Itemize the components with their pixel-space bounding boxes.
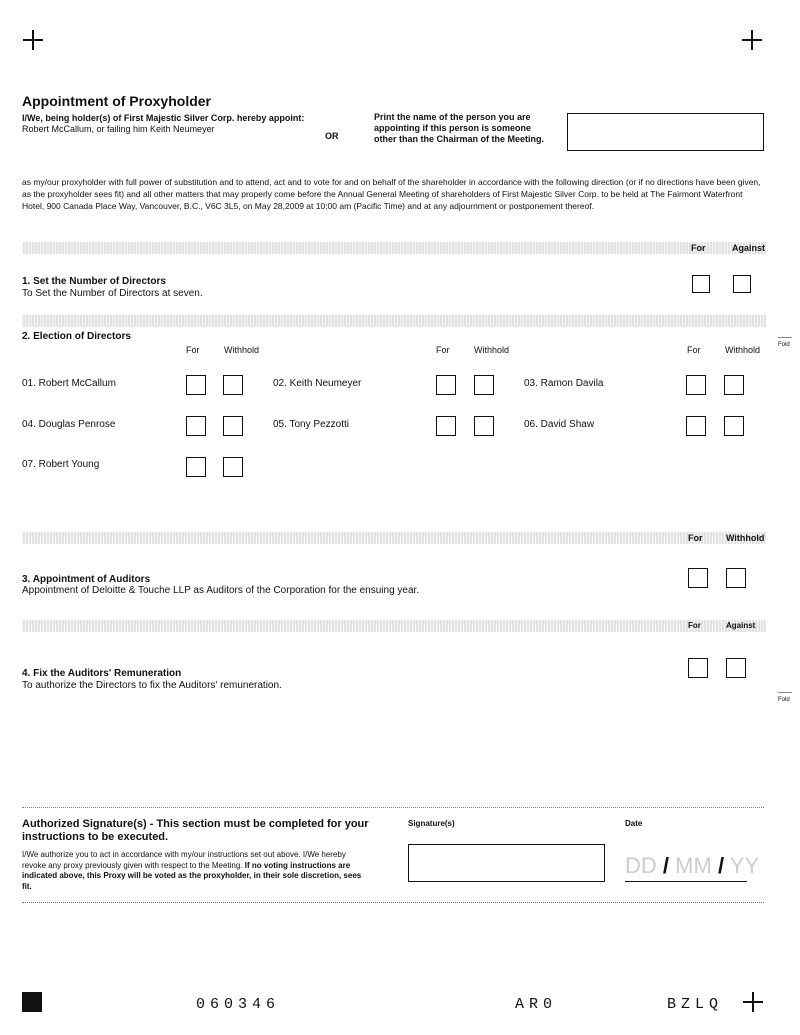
director-name: 04. Douglas Penrose	[22, 419, 116, 430]
col3-for-label: For	[687, 345, 701, 355]
print-name-line1: Print the name of the person you are	[374, 112, 531, 122]
col2-for-label: For	[436, 345, 450, 355]
fold-label-1: Fold	[778, 342, 790, 348]
item2-title: 2. Election of Directors	[22, 331, 131, 342]
col1-for-label: For	[186, 345, 200, 355]
print-name-line2: appointing if this person is someone	[374, 123, 532, 133]
signature-title: Authorized Signature(s) - This section must be completed for your instructions to be executed.	[22, 818, 369, 843]
date-yy: YY	[729, 853, 760, 878]
section-band-3	[22, 532, 766, 544]
director-03-for-checkbox[interactable]	[686, 375, 706, 395]
director-02-for-checkbox[interactable]	[436, 375, 456, 395]
footer-code-2: AR0	[515, 996, 558, 1013]
date-label: Date	[625, 819, 643, 828]
appointees-line: Robert McCallum, or failing him Keith Neumeyer	[22, 124, 215, 134]
page-title: Appointment of Proxyholder	[22, 93, 211, 109]
fold-line-1	[778, 337, 792, 338]
band4-for-label: For	[688, 621, 701, 630]
crop-mark-bottom-right	[743, 992, 763, 1012]
director-02-withhold-checkbox[interactable]	[474, 375, 494, 395]
date-separator: /	[662, 853, 670, 878]
print-name-line3: other than the Chairman of the Meeting.	[374, 134, 545, 144]
item1-title: 1. Set the Number of Directors	[22, 276, 166, 287]
item3-for-checkbox[interactable]	[688, 568, 708, 588]
director-name: 03. Ramon Davila	[524, 378, 604, 389]
or-label: OR	[325, 131, 339, 141]
band1-for-label: For	[691, 243, 706, 253]
footer-code-3: BZLQ	[667, 996, 724, 1013]
crop-mark-top-right	[742, 30, 762, 50]
date-underline	[625, 881, 747, 882]
director-name: 07. Robert Young	[22, 459, 100, 470]
band4-against-label: Against	[726, 621, 756, 630]
director-name: 06. David Shaw	[524, 419, 595, 430]
proxy-paragraph: as my/our proxyholder with full power of substitution and to attend, act and to vote for and on behalf of the shareholder in accordance with the following direction (or if no directions have been given, as the proxyholder sees fit) and all other matters that may properly come before the Annual General Meeting of shareholders of First Majestic Silver Corp. to be held at The Fairmont Waterfront Hotel, 900 Canada Place Way, Vancouver, B.C., V6C 3L5, on May 28,2009 at 10:00 am (Pacific Time) and at any adjournment or postponement thereof.	[22, 177, 761, 211]
signature-top-rule	[22, 807, 764, 808]
date-mm: MM	[675, 853, 712, 878]
item4-title: 4. Fix the Auditors' Remuneration	[22, 668, 182, 679]
date-field[interactable]	[625, 853, 759, 879]
signature-instructions: I/We authorize you to act in accordance with my/our instructions set out above. I/We hereby revoke any proxy previously given with respect to the Meeting. If no voting instructions are indicated above, this Proxy will be voted as the proxyholder, in their sole discretion, sees fit.	[22, 850, 362, 891]
signature-field[interactable]	[408, 844, 605, 882]
director-name: 02. Keith Neumeyer	[273, 378, 362, 389]
director-06-withhold-checkbox[interactable]	[724, 416, 744, 436]
fold-line-2	[778, 692, 792, 693]
director-01-for-checkbox[interactable]	[186, 375, 206, 395]
col2-withhold-label: Withhold	[474, 345, 510, 355]
director-01-withhold-checkbox[interactable]	[223, 375, 243, 395]
director-07-for-checkbox[interactable]	[186, 457, 206, 477]
registration-square	[22, 992, 42, 1012]
item1-against-checkbox[interactable]	[733, 275, 751, 293]
director-05-for-checkbox[interactable]	[436, 416, 456, 436]
col3-withhold-label: Withhold	[725, 345, 761, 355]
item4-desc: To authorize the Directors to fix the Auditors' remuneration.	[22, 680, 282, 691]
section-band-4	[22, 620, 766, 632]
director-name: 01. Robert McCallum	[22, 378, 116, 389]
director-07-withhold-checkbox[interactable]	[223, 457, 243, 477]
band3-for-label: For	[688, 533, 703, 543]
signature-bottom-rule	[22, 902, 764, 903]
band3-withhold-label: Withhold	[726, 533, 765, 543]
item1-desc: To Set the Number of Directors at seven.	[22, 288, 203, 299]
item3-desc: Appointment of Deloitte & Touche LLP as Auditors of the Corporation for the ensuing year.	[22, 585, 420, 596]
section-band-2	[22, 315, 766, 327]
date-separator: /	[717, 853, 725, 878]
director-05-withhold-checkbox[interactable]	[474, 416, 494, 436]
section-band-1	[22, 242, 766, 254]
date-dd: DD	[625, 853, 657, 878]
item3-title: 3. Appointment of Auditors	[22, 574, 151, 585]
footer-code-1: 060346	[196, 996, 281, 1013]
director-03-withhold-checkbox[interactable]	[724, 375, 744, 395]
item4-for-checkbox[interactable]	[688, 658, 708, 678]
signature-label: Signature(s)	[408, 819, 455, 828]
director-04-withhold-checkbox[interactable]	[223, 416, 243, 436]
crop-mark-top-left	[23, 30, 43, 50]
director-04-for-checkbox[interactable]	[186, 416, 206, 436]
col1-withhold-label: Withhold	[224, 345, 260, 355]
director-06-for-checkbox[interactable]	[686, 416, 706, 436]
director-name: 05. Tony Pezzotti	[273, 419, 349, 430]
fold-label-2: Fold	[778, 697, 790, 703]
item3-withhold-checkbox[interactable]	[726, 568, 746, 588]
appoint-line: I/We, being holder(s) of First Majestic Silver Corp. hereby appoint:	[22, 113, 305, 123]
proxyholder-name-field[interactable]	[567, 113, 764, 151]
band1-against-label: Against	[732, 243, 766, 253]
item1-for-checkbox[interactable]	[692, 275, 710, 293]
item4-against-checkbox[interactable]	[726, 658, 746, 678]
